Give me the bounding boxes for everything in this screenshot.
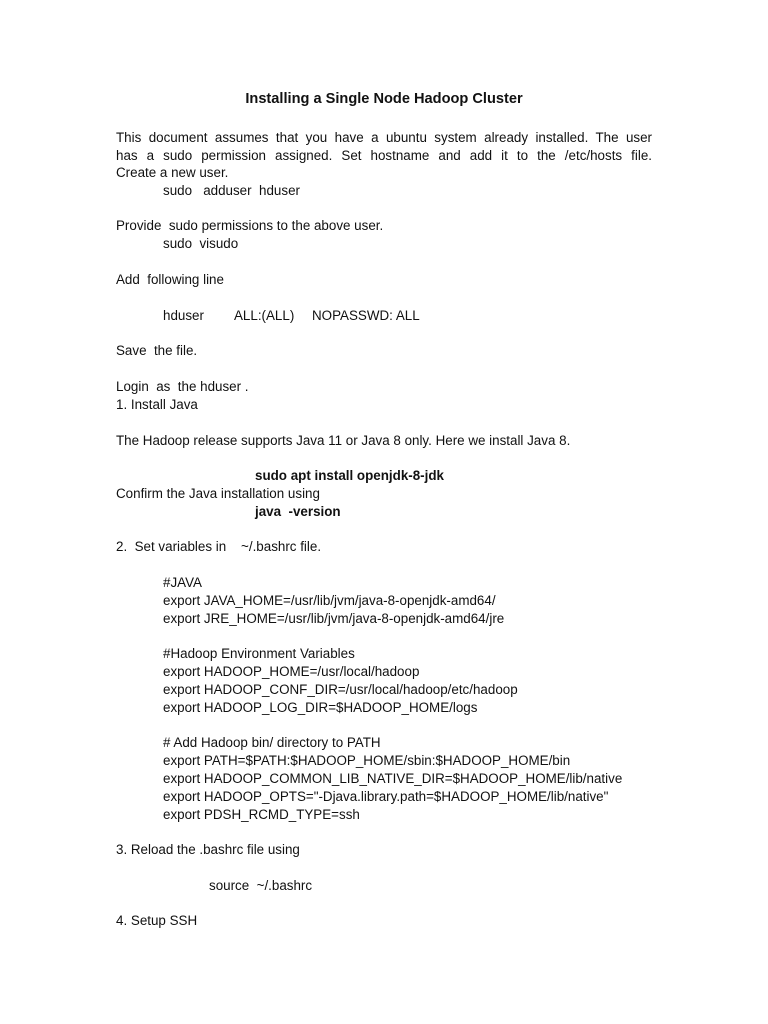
intro-line-1: This document assumes that you have a ubuntu system already installed. The user xyxy=(116,130,652,145)
bashrc-line: #JAVA xyxy=(163,575,202,590)
login-text: Login as the hduser . xyxy=(116,379,249,394)
step-4-heading: 4. Setup SSH xyxy=(116,913,198,928)
bashrc-line: #Hadoop Environment Variables xyxy=(163,646,355,661)
step-2-heading: 2. Set variables in ~/.bashrc file. xyxy=(116,539,322,554)
sudoers-all: ALL:(ALL) xyxy=(234,308,295,323)
bashrc-line: export JRE_HOME=/usr/lib/jvm/java-8-openjdk-amd64/jre xyxy=(163,611,505,626)
provide-sudo-text: Provide sudo permissions to the above user. xyxy=(116,218,384,233)
save-file-text: Save the file. xyxy=(116,343,198,358)
bashrc-line: export PATH=$PATH:$HADOOP_HOME/sbin:$HADOOP_HOME/bin xyxy=(163,753,571,768)
confirm-java-text: Confirm the Java installation using xyxy=(116,486,320,501)
bashrc-line: export JAVA_HOME=/usr/lib/jvm/java-8-openjdk-amd64/ xyxy=(163,593,496,608)
bashrc-line: export HADOOP_CONF_DIR=/usr/local/hadoop/etc/hadoop xyxy=(163,682,518,697)
bashrc-line: export PDSH_RCMD_TYPE=ssh xyxy=(163,807,360,822)
adduser-command: sudo adduser hduser xyxy=(163,183,300,198)
sudoers-nopasswd: NOPASSWD: ALL xyxy=(312,308,420,323)
apt-install-command: sudo apt install openjdk-8-jdk xyxy=(255,468,444,483)
intro-line-2: has a sudo permission assigned. Set hostname and add it to the /etc/hosts file. xyxy=(116,148,652,163)
java-support-text: The Hadoop release supports Java 11 or Java 8 only. Here we install Java 8. xyxy=(116,433,571,448)
page-title: Installing a Single Node Hadoop Cluster xyxy=(245,91,523,107)
bashrc-line: # Add Hadoop bin/ directory to PATH xyxy=(163,735,381,750)
source-command: source ~/.bashrc xyxy=(209,878,313,893)
bashrc-line: export HADOOP_LOG_DIR=$HADOOP_HOME/logs xyxy=(163,700,478,715)
bashrc-line: export HADOOP_COMMON_LIB_NATIVE_DIR=$HADOOP_HOME/lib/native xyxy=(163,771,623,786)
step-1-heading: 1. Install Java xyxy=(116,397,198,412)
bashrc-line: export HADOOP_HOME=/usr/local/hadoop xyxy=(163,664,420,679)
java-version-command: java -version xyxy=(255,504,341,519)
add-line-text: Add following line xyxy=(116,272,224,287)
create-user-text: Create a new user. xyxy=(116,165,229,180)
step-3-heading: 3. Reload the .bashrc file using xyxy=(116,842,300,857)
visudo-command: sudo visudo xyxy=(163,236,239,251)
bashrc-line: export HADOOP_OPTS="-Djava.library.path=$HADOOP_HOME/lib/native" xyxy=(163,789,609,804)
sudoers-user: hduser xyxy=(163,308,204,323)
